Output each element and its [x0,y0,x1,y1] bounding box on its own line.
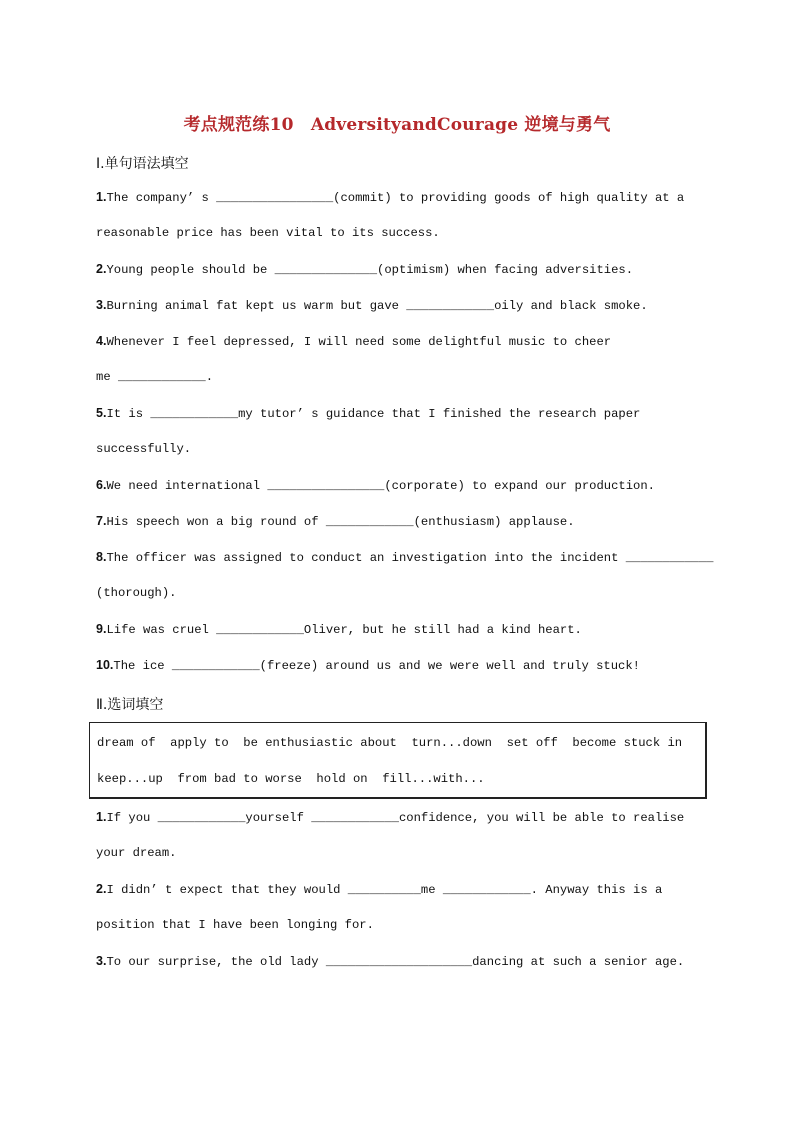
question-text: I didn’ t expect that they would __________me ____________. Anyway this is a [106,883,663,897]
question-text: me ____________. [96,370,214,384]
question-text: position that I have been longing for. [96,918,374,932]
question-text: Burning animal fat kept us warm but gave ____________oily and black smoke. [106,299,648,313]
question-line [96,190,684,205]
question-line [96,882,662,897]
question-number: 7. [96,514,107,528]
question-text: Life was cruel ____________Oliver, but he still had a kind heart. [106,623,582,637]
question-text: reasonable price has been vital to its success. [96,226,440,240]
question-text: successfully. [96,442,192,456]
question-text: Young people should be ______________(optimism) when facing adversities. [106,263,634,277]
question-text: The ice ____________(freeze) around us and we were well and truly stuck! [113,659,640,673]
question-continuation [96,442,191,456]
question-continuation [96,846,176,860]
question-line [96,514,575,529]
question-text: His speech won a big round of ____________(enthusiasm) applause. [106,515,575,529]
question-line [96,334,611,349]
question-number: 2. [96,262,107,276]
question-number: 10. [96,658,114,672]
question-continuation [96,586,176,600]
word-bank-line: dream of apply to be enthusiastic about turn...down set off become stuck in [97,736,683,750]
section-heading-word-choice: Ⅱ.选词填空 [96,697,164,713]
section-heading-grammar: Ⅰ.单句语法填空 [96,156,189,172]
question-line [96,262,633,277]
question-line [96,810,684,825]
question-number: 1. [96,190,107,204]
question-line [96,298,648,313]
question-text: It is ____________my tutor’ s guidance that I finished the research paper [106,407,641,421]
question-text: The company’ s ________________(commit) to providing goods of high quality at a [106,191,685,205]
word-bank-box [89,722,707,799]
question-line [96,478,655,493]
word-bank-line: keep...up from bad to worse hold on fill...with... [97,772,485,786]
question-text: The officer was assigned to conduct an investigation into the incident ____________ [106,551,714,565]
question-text: We need international ________________(corporate) to expand our production. [106,479,655,493]
question-text: (thorough). [96,586,177,600]
question-line [96,954,684,969]
question-text: If you ____________yourself ____________confidence, you will be able to realise [106,811,685,825]
page-title: 考点规范练10 AdversityandCourage 逆境与勇气 [183,115,611,135]
question-line [96,658,640,673]
question-number: 3. [96,954,107,968]
question-number: 4. [96,334,107,348]
question-line [96,406,640,421]
question-number: 8. [96,550,107,564]
question-number: 9. [96,622,107,636]
question-continuation [96,370,213,384]
question-continuation [96,226,440,240]
question-number: 2. [96,882,107,896]
question-number: 3. [96,298,107,312]
question-number: 1. [96,810,107,824]
question-number: 6. [96,478,107,492]
question-continuation [96,918,374,932]
question-text: Whenever I feel depressed, I will need some delightful music to cheer [106,335,612,349]
question-line [96,550,713,565]
question-text: your dream. [96,846,177,860]
question-line [96,622,582,637]
question-number: 5. [96,406,107,420]
question-text: To our surprise, the old lady ____________________dancing at such a senior age. [106,955,685,969]
